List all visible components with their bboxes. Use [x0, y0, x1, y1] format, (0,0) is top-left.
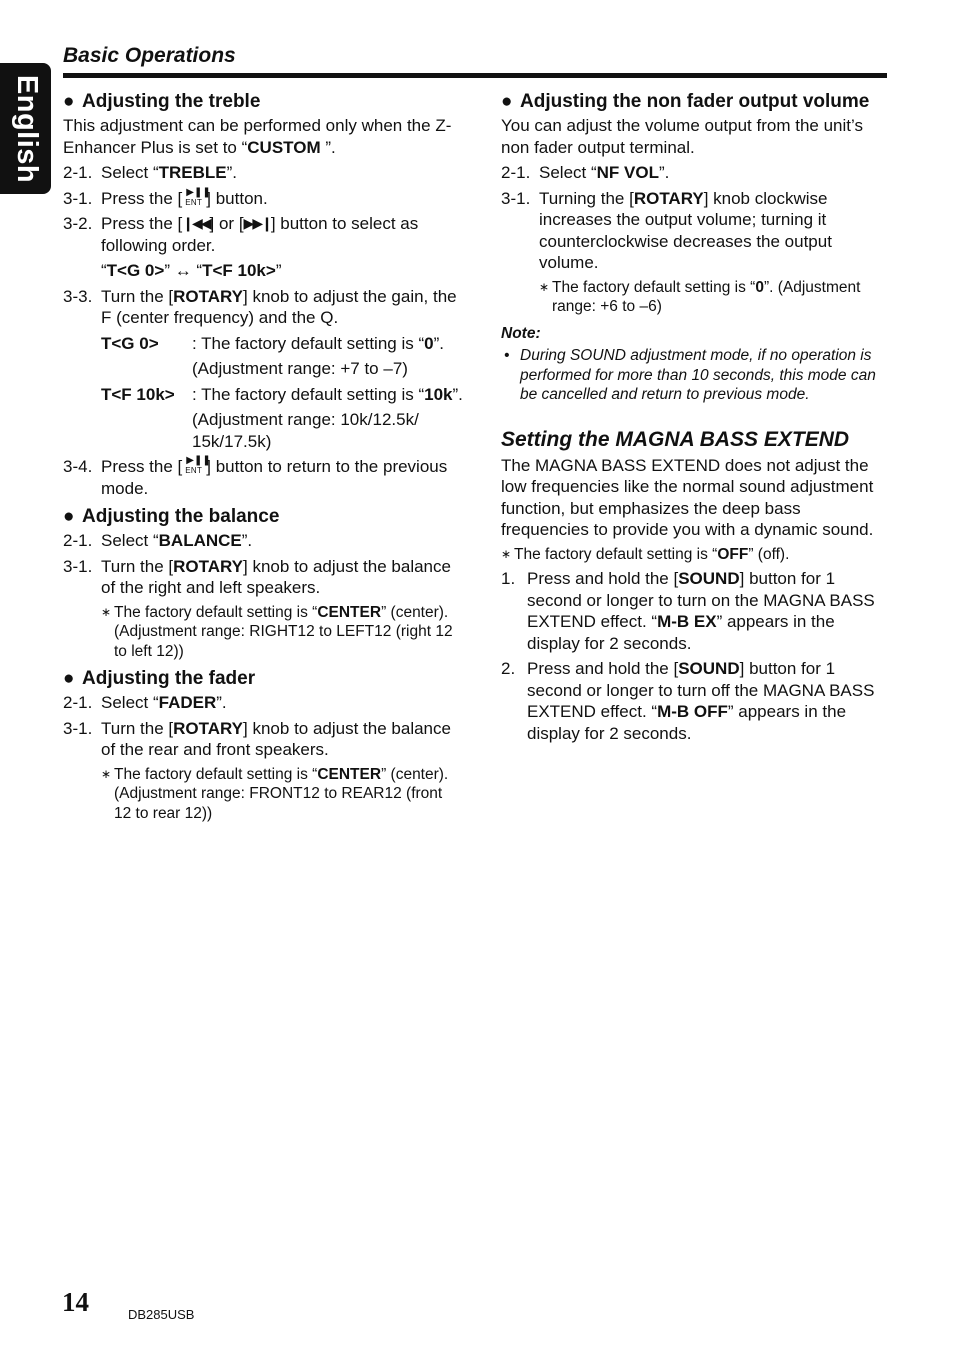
treble-freq-setting: T<F 10k> : The factory default setting is “10k”.	[101, 384, 463, 404]
nonfader-note: ∗ The factory default setting is “0”. (Adjustment range: +6 to –6)	[539, 278, 861, 315]
nonfader-heading: ● Adjusting the non fader output volume	[501, 91, 870, 112]
language-tab	[0, 63, 51, 194]
fader-step-2-1: 2-1. Select “FADER”.	[63, 693, 227, 712]
treble-step-3-4: 3-4. Press the [ ▶❚❚ ENT ] button to return to the previous mode.	[63, 455, 448, 498]
bullet-icon: ●	[63, 91, 75, 112]
fader-note: ∗ The factory default setting is “CENTER” (center). (Adjustment range: FRONT12 to REAR12 (front 12 to rear 12))	[101, 765, 449, 822]
bullet-icon: ●	[501, 91, 513, 112]
fader-heading: ● Adjusting the fader	[63, 668, 256, 689]
treble-step-3-1: 3-1. Press the [ ▶❚❚ ENT ] button.	[63, 186, 268, 208]
treble-intro: This adjustment can be performed only when the Z-Enhancer Plus is set to “CUSTOM ”.	[63, 116, 452, 157]
treble-order: “T<G 0>” ↔ “T<F 10k>”	[101, 261, 282, 280]
treble-step-3-2: 3-2. Press the [❙◀◀] or [▶▶❙] button to select as following order.	[63, 214, 419, 255]
magna-heading: Setting the MAGNA BASS EXTEND	[501, 427, 850, 451]
fader-step-3-1: 3-1. Turn the [ROTARY] knob to adjust the balance of the rear and front speakers.	[63, 718, 451, 759]
section-title: Basic Operations	[63, 44, 236, 67]
nonfader-intro: You can adjust the volume output from the unit’s non fader output terminal.	[501, 116, 863, 157]
bullet-icon: ●	[63, 506, 75, 527]
asterisk-icon: ∗	[101, 766, 112, 781]
magna-intro: The MAGNA BASS EXTEND does not adjust the low frequencies like the normal sound adjustment function, but emphasizes the deep bass frequencies to provide you with a dynamic sound.	[501, 455, 874, 539]
left-column	[63, 90, 463, 829]
swap-arrow-icon: ↔	[174, 261, 192, 280]
magna-step-2: 2. Press and hold the [SOUND] button for 1 second or longer to turn off the MAGNA BASS EXTEND effect. “M-B OFF” appears in the display for 2 seconds.	[501, 659, 875, 743]
language-tab-label: English	[10, 74, 43, 183]
model-number: DB285USB	[128, 1307, 195, 1322]
page-number: 14	[62, 1287, 89, 1317]
treble-gain-range: (Adjustment range: +7 to –7)	[192, 359, 408, 378]
treble-step-2-1: 2-1. Select “TREBLE”.	[63, 163, 238, 182]
balance-step-3-1: 3-1. Turn the [ROTARY] knob to adjust the balance of the right and left speakers.	[63, 556, 451, 597]
treble-freq-range: (Adjustment range: 10k/12.5k/ 15k/17.5k)	[192, 410, 419, 451]
note-heading: Note:	[501, 324, 541, 342]
right-column	[501, 90, 889, 748]
asterisk-icon: ∗	[101, 604, 112, 619]
skip-forward-icon: ▶▶❙	[243, 215, 271, 231]
treble-step-3-3: 3-3. Turn the [ROTARY] knob to adjust the gain, the F (center frequency) and the Q.	[63, 286, 457, 327]
magna-note: ∗ The factory default setting is “OFF” (off).	[501, 545, 790, 563]
balance-step-2-1: 2-1. Select “BALANCE”.	[63, 531, 253, 550]
balance-heading: ● Adjusting the balance	[63, 506, 280, 527]
treble-gain-setting: T<G 0> : The factory default setting is “0”.	[101, 333, 444, 353]
treble-heading: ● Adjusting the treble	[63, 91, 261, 112]
asterisk-icon: ∗	[501, 546, 512, 561]
play-pause-ent-icon: ▶❚❚ ENT	[185, 455, 211, 475]
nonfader-step-2-1: 2-1. Select “NF VOL”.	[501, 163, 670, 182]
balance-note: ∗ The factory default setting is “CENTER” (center). (Adjustment range: RIGHT12 to LEFT12 (right 12 to left 12))	[101, 603, 453, 660]
header-rule	[63, 73, 887, 78]
skip-back-icon: ❙◀◀	[182, 215, 210, 231]
nonfader-step-3-1: 3-1. Turning the [ROTARY] knob clockwise increases the output volume; turning it counterclockwise decreases the output volume.	[501, 188, 832, 272]
play-pause-ent-icon: ▶❚❚ ENT	[185, 186, 211, 207]
bullet-icon: •	[504, 347, 510, 364]
note-body: • During SOUND adjustment mode, if no operation is performed for more than 10 seconds, this mode can be cancelled and return to previous mode.	[504, 347, 876, 403]
bullet-icon: ●	[63, 668, 75, 689]
magna-step-1: 1. Press and hold the [SOUND] button for 1 second or longer to turn on the MAGNA BASS EXTEND effect. “M-B EX” appears in the display for 2 seconds.	[501, 569, 875, 653]
asterisk-icon: ∗	[539, 279, 550, 294]
